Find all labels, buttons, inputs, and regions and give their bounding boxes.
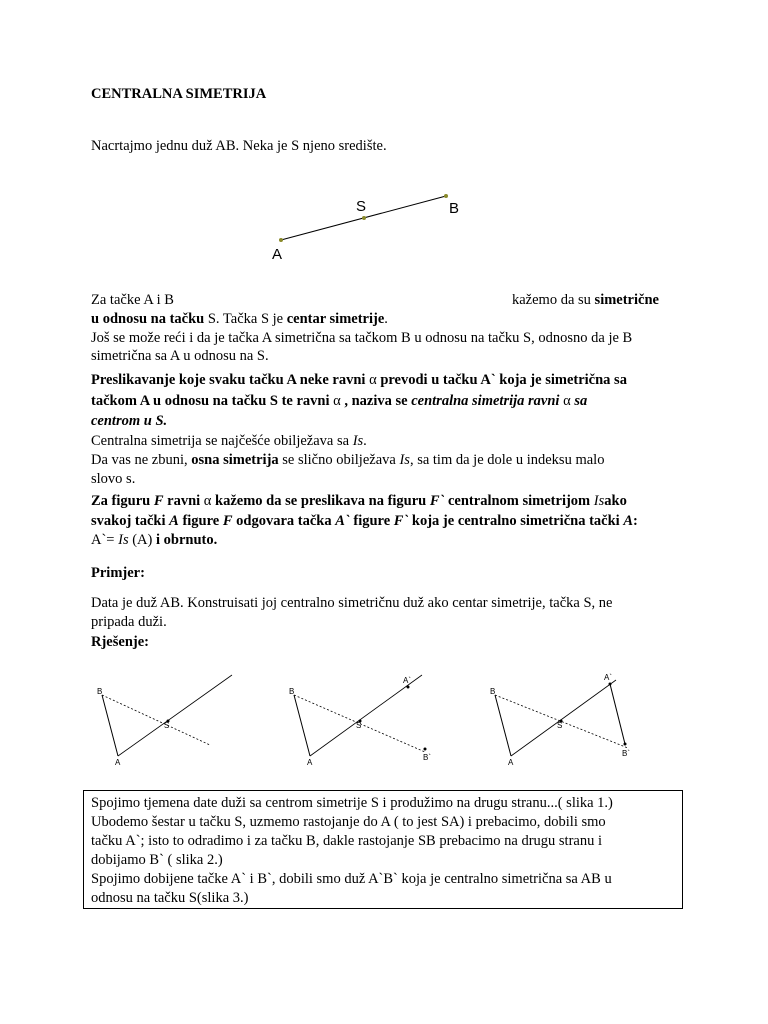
figure-f: F [153, 493, 164, 509]
para4-text: figure [178, 513, 223, 529]
box-line2: Ubodemo šestar u tačku S, uzmemo rastojanje do A ( to jest SA) i prebacimo, dobili smo [91, 814, 606, 830]
label-s: S [557, 721, 563, 730]
term-centralna-simetrija: centralna simetrija ravni [411, 393, 564, 409]
symbol-is: Is [352, 433, 364, 449]
para4-text: odgovara tačka [232, 513, 336, 529]
para4-text: ravni [163, 493, 204, 509]
point-a-prime [407, 686, 410, 689]
line-as [118, 675, 232, 756]
point-a [279, 238, 283, 242]
label-b-prime: B` [423, 753, 431, 762]
solution-heading: Rješenje: [91, 634, 149, 650]
label-a: A [272, 246, 283, 263]
figure-f: F [222, 513, 233, 529]
term-u-odnosu: u odnosu na tačku [91, 311, 205, 327]
para4-text: ako [604, 493, 627, 509]
segment-ab [102, 695, 118, 756]
box-line3: tačku A`; isto to odradimo i za tačku B, dakle rastojanje SB prebacimo na drugu stranu i [91, 833, 602, 849]
figure-slika-1 [92, 670, 242, 770]
example-line2: pripada duži. [91, 614, 167, 630]
para4-line3 [91, 531, 217, 549]
alpha-symbol: α [563, 393, 571, 409]
para4-text: : [633, 513, 638, 529]
explanation-box [83, 790, 683, 909]
point-a-prime [609, 683, 612, 686]
para4-line2 [91, 512, 638, 530]
para3-text: Centralna simetrija se najčešće obilježava sa [91, 433, 353, 449]
label-a: A [115, 758, 121, 767]
box-line5: Spojimo dobijene tačke A` i B`, dobili smo duž A`B` koja je centralno simetrična sa AB u [91, 871, 612, 887]
para2-text: tačkom A u odnosu na tačku S te ravni [91, 393, 334, 409]
para4-text: (A) [128, 532, 156, 548]
page-title: CENTRALNA SIMETRIJA [91, 86, 267, 102]
term-osna-simetrija: osna simetrija [191, 452, 279, 468]
label-b: B [490, 687, 496, 696]
para2-line2 [91, 392, 587, 410]
point-b [444, 194, 448, 198]
point-s [362, 216, 366, 220]
example-line1: Data je duž AB. Konstruisati joj centralno simetričnu duž ako centar simetrije, tačka S, ne [91, 595, 613, 611]
line-as [310, 675, 422, 756]
para1-line1a: Za tačke A i B [91, 292, 174, 308]
segment-ab-figure [260, 188, 470, 268]
example-heading: Primjer: [91, 565, 145, 581]
para2-line1 [91, 371, 627, 389]
alpha-symbol: α [333, 393, 341, 409]
intro-text: Nacrtajmo jednu duž AB. Neka je S njeno središte. [91, 138, 387, 154]
term-centar-simetrije: centar simetrije [286, 311, 385, 327]
figure-f-prime: F` [393, 513, 409, 529]
symbol-is: Is [399, 452, 410, 468]
label-s: S [164, 721, 170, 730]
para3-line2 [91, 451, 604, 469]
para4-text: Za figuru [91, 493, 154, 509]
label-a: A [508, 758, 514, 767]
para1-line2 [91, 310, 388, 328]
symbol-is: Is [118, 532, 129, 548]
label-s: S [356, 721, 362, 730]
para4-text: svakoj tački [91, 513, 170, 529]
para1-line3: Još se može reći i da je tačka A simetrična sa tačkom B u odnosu na tačku S, odnosno da je B [91, 330, 633, 346]
symbol-is: Is [593, 493, 605, 509]
label-a: A [307, 758, 313, 767]
point-a-prime-ref: A` [335, 513, 350, 529]
term-simetricne: simetrične [594, 292, 659, 308]
line-as [511, 680, 616, 756]
point-b-prime [624, 743, 627, 746]
figure-slika-3 [486, 670, 636, 770]
para4-text: A`= [91, 532, 119, 548]
para2-text: sa [570, 393, 588, 409]
box-line4: dobijamo B` ( slika 2.) [91, 852, 223, 868]
point-a-ref: A [623, 513, 633, 529]
label-s: S [356, 198, 367, 215]
label-a-prime: A` [604, 673, 612, 682]
para3-line1 [91, 432, 367, 450]
para1-text: . [384, 311, 388, 327]
label-b-prime: B` [622, 749, 630, 758]
term-i-obrnuto: i obrnuto. [155, 532, 218, 548]
para1-line4: simetrična sa A u odnosu na S. [91, 348, 269, 364]
para4-text: centralnom simetrijom [444, 493, 594, 509]
para1-text: kažemo da su [512, 292, 595, 308]
para4-line1 [91, 492, 627, 510]
box-line1: Spojimo tjemena date duži sa centrom simetrije S i produžimo na drugu stranu...( slika 1.) [91, 795, 613, 811]
para4-text: kažemo da se preslikava na figuru [211, 493, 430, 509]
para3-text: se slično obilježava [278, 452, 400, 468]
alpha-symbol: α [369, 372, 377, 388]
label-b: B [97, 687, 103, 696]
figure-f-prime: F` [429, 493, 445, 509]
para1-line1b [512, 291, 659, 309]
segment-a-prime-b-prime [610, 684, 625, 744]
alpha-symbol: α [203, 493, 212, 509]
para3-text: . [363, 433, 367, 449]
para1-text: S. Tačka S je [204, 311, 287, 327]
para3-text: Da vas ne zbuni, [91, 452, 192, 468]
para2-text: prevodi u tačku A` koja je simetrična sa [376, 372, 627, 388]
segment-ab [495, 695, 511, 756]
para4-text: koja je centralno simetrična tački [408, 513, 624, 529]
para2-text: Preslikavanje koje svaku tačku A neke ravni [91, 372, 370, 388]
box-line6: odnosu na tačku S(slika 3.) [91, 890, 249, 906]
para3-text: , sa tim da je dole u indeksu malo [409, 452, 605, 468]
segment-ab [294, 695, 310, 756]
label-b: B [289, 687, 295, 696]
label-a-prime: A` [403, 676, 411, 685]
para2-line3: centrom u S. [91, 413, 168, 429]
para4-text: figure [349, 513, 394, 529]
figure-slika-2 [285, 670, 435, 770]
para2-text: , naziva se [340, 393, 412, 409]
para3-line3: slovo s. [91, 471, 136, 487]
point-b-prime [424, 748, 427, 751]
point-a-ref: A [169, 513, 179, 529]
label-b: B [449, 200, 460, 217]
